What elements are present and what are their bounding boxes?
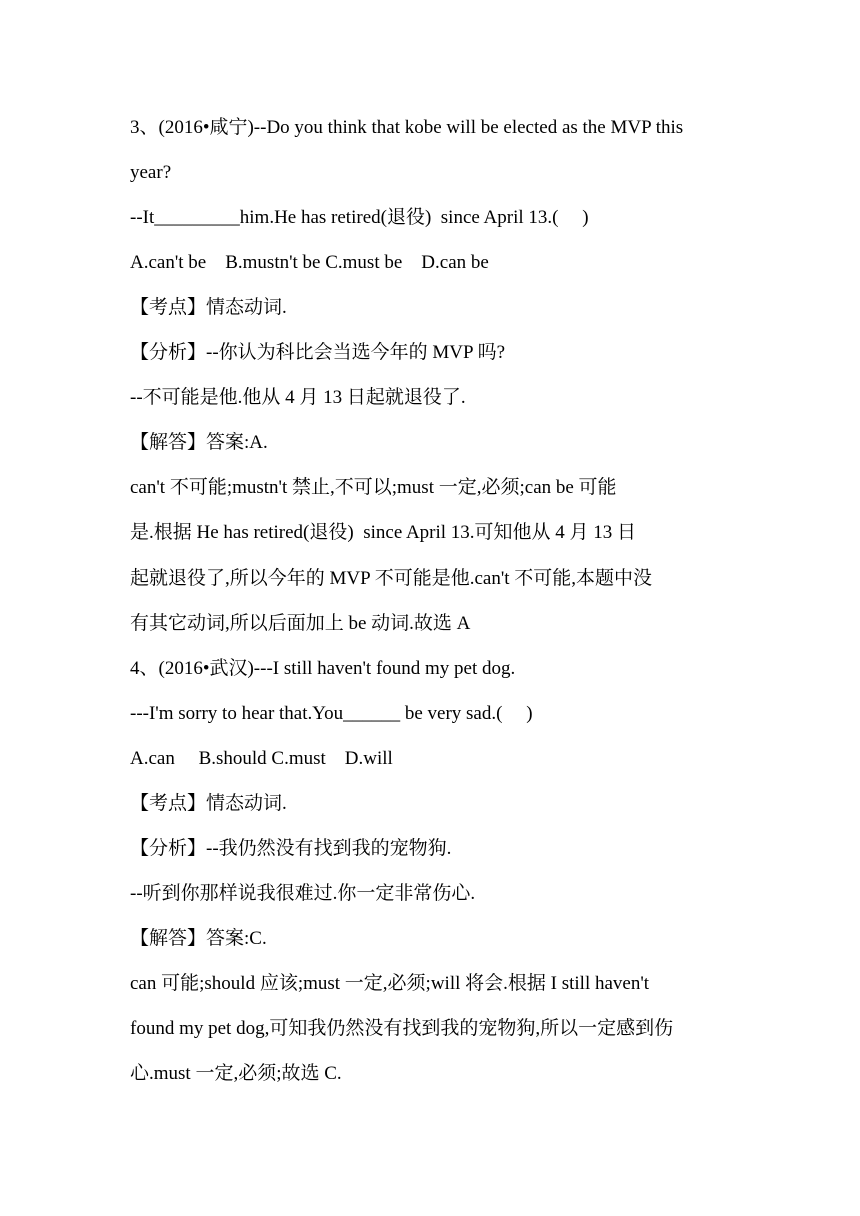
question-4-analysis-line-2: --听到你那样说我很难过.你一定非常伤心.: [130, 883, 476, 904]
question-3-explanation-line-4: 有其它动词,所以后面加上 be 动词.故选 A: [130, 613, 471, 634]
question-3-analysis: 【分析】--你认为科比会当选今年的 MVP 吗?: [130, 342, 506, 363]
question-4-answer: 【解答】答案:C.: [130, 928, 267, 949]
question-3-stem-line-1: 3、(2016•咸宁)--Do you think that kobe will be elected as the MVP this: [130, 117, 684, 138]
question-3-options: A.can't be B.mustn't be C.must be D.can be: [130, 252, 489, 273]
question-4-explanation-line-1: can 可能;should 应该;must 一定,必须;will 将会.根据 I still haven't: [130, 973, 650, 994]
question-3-answer: 【解答】答案:A.: [130, 432, 268, 453]
question-3-explanation-line-3: 起就退役了,所以今年的 MVP 不可能是他.can't 不可能,本题中没: [130, 568, 653, 589]
question-4-topic: 【考点】情态动词.: [130, 793, 287, 814]
question-3-analysis-line-2: --不可能是他.他从 4 月 13 日起就退役了.: [130, 387, 466, 408]
question-4-options: A.can B.should C.must D.will: [130, 748, 393, 769]
question-4-explanation-line-2: found my pet dog,可知我仍然没有找到我的宠物狗,所以一定感到伤: [130, 1018, 674, 1039]
question-3-stem-line-2: year?: [130, 162, 172, 183]
question-4-analysis: 【分析】--我仍然没有找到我的宠物狗.: [130, 838, 452, 859]
question-4-stem: 4、(2016•武汉)---I still haven't found my pet dog.: [130, 658, 516, 679]
question-3-explanation-line-2: 是.根据 He has retired(退役) since April 13.可知他从 4 月 13 日: [130, 522, 637, 543]
question-3-explanation-line-1: can't 不可能;mustn't 禁止,不可以;must 一定,必须;can be 可能: [130, 477, 617, 498]
question-3-topic: 【考点】情态动词.: [130, 297, 287, 318]
question-4-explanation-line-3: 心.must 一定,必须;故选 C.: [130, 1063, 342, 1084]
question-4-response-line: ---I'm sorry to hear that.You______ be very sad.( ): [130, 703, 533, 724]
question-3-response-line: --It_________him.He has retired(退役) since April 13.( ): [130, 207, 589, 228]
